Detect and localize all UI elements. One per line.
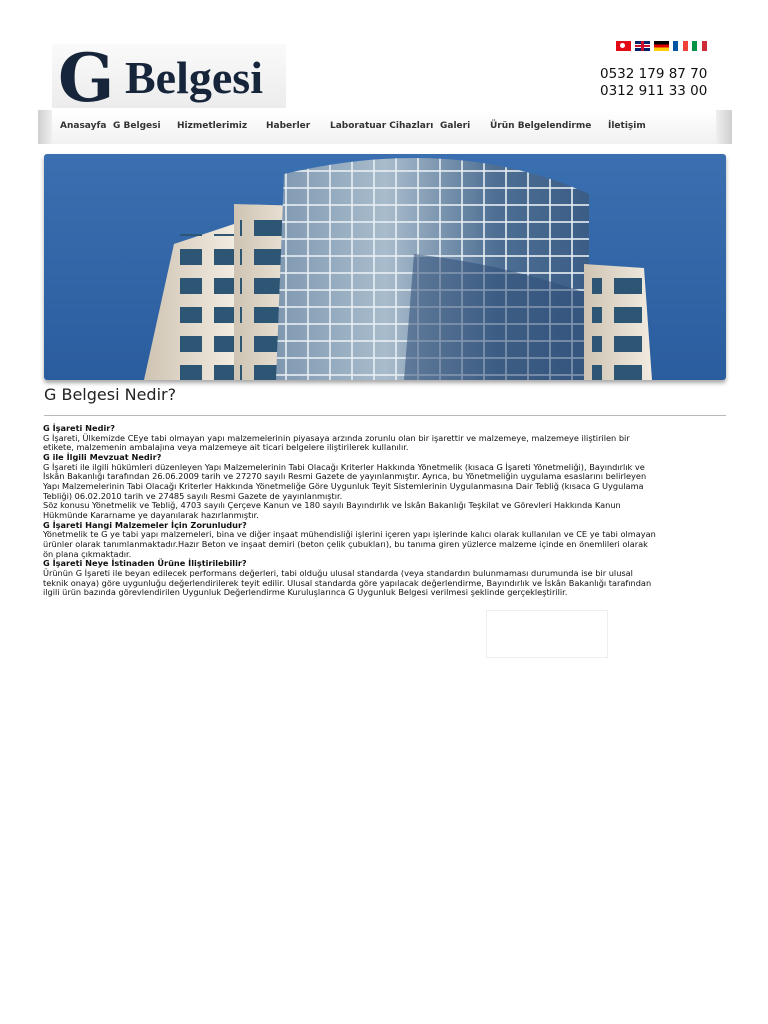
faq-answer-line: G İşareti, Ülkemizde CEye tabi olmayan yapı malzemelerinin piyasaya arzında zorunlu olan bir işarettir ve malzemeye, malzemeye iliştirilen bir bbox=[43, 432, 630, 443]
nav-item-laboratuar-cihazlari[interactable]: Laboratuar Cihazları bbox=[330, 121, 434, 131]
faq-answer-line: ürünler olarak tanımlanmaktadır.Hazır Beton ve inşaat demiri (beton çelik çubukları), bu tanıma giren yüzlerce malzeme içinde en önemlileri olarak bbox=[43, 538, 648, 549]
faq-question: G İşareti Nedir? bbox=[43, 423, 116, 433]
faq-question: G ile İlgili Mevzuat Nedir? bbox=[43, 451, 162, 462]
turkish-flag-icon[interactable] bbox=[616, 41, 631, 51]
phone-number-mobile: 0532 179 87 70 bbox=[600, 66, 708, 82]
faq-answer-line: Söz konusu Yönetmelik ve Tebliğ, 4703 sayılı Çerçeve Kanun ve 180 sayılı Bayındırlık ve İskân Bakanlığı Teşkilat ve Görevleri Hakkında Kanun bbox=[43, 500, 621, 511]
faq-question: G İşareti Neye İstinaden Ürüne İliştirilebilir? bbox=[43, 558, 247, 569]
contact-phones bbox=[600, 66, 707, 100]
nav-item-haberler[interactable]: Haberler bbox=[266, 121, 311, 131]
nav-item-iletisim[interactable]: İletişim bbox=[608, 121, 646, 131]
title-divider bbox=[44, 415, 726, 416]
faq-answer-line: Tebliği) 06.02.2010 tarih ve 27485 sayılı Resmi Gazete de yayınlanmıştır. bbox=[43, 490, 343, 501]
faq-answer-line: G İşareti ile ilgili hükümleri düzenleyen Yapı Malzemelerinin Tabi Olacağı Kriterler Hakkında Yönetmelik (kısaca G İşareti Yönetmeliği), Bayındırlık ve bbox=[43, 461, 645, 472]
english-flag-icon[interactable] bbox=[635, 41, 650, 51]
faq-answer-line: teknik onaya) göre uygunluğu değerlendirilerek teyit edilir. Ulusal standarda göre yapılacak değerlendirme, Bayındırlık ve İskân Bakanlığı tarafından bbox=[43, 577, 652, 588]
italian-flag-icon[interactable] bbox=[692, 41, 707, 51]
nav-item-anasayfa[interactable]: Anasayfa bbox=[60, 121, 107, 131]
language-selector bbox=[616, 41, 707, 52]
empty-placeholder-box bbox=[486, 610, 608, 658]
nav-item-g-belgesi[interactable]: G Belgesi bbox=[113, 121, 161, 131]
banner-image bbox=[44, 154, 726, 380]
nav-item-urun-belgelendirme[interactable]: Ürün Belgelendirme bbox=[490, 121, 592, 131]
nav-right-cap bbox=[716, 110, 732, 144]
french-flag-icon[interactable] bbox=[673, 41, 688, 51]
faq-question: G İşareti Hangi Malzemeler İçin Zorunludur? bbox=[43, 519, 247, 530]
site-logo[interactable] bbox=[52, 44, 286, 108]
article-content bbox=[43, 424, 727, 598]
faq-answer-line: ön plana çıkmaktadır. bbox=[43, 548, 132, 559]
phone-number-office: 0312 911 33 00 bbox=[600, 83, 708, 99]
building-illustration bbox=[44, 154, 726, 380]
faq-answer-line: İskân Bakanlığı tarafından 26.06.2009 tarih ve 27270 sayılı Resmi Gazete de yayınlanmıştır. Ayrıca, bu Yönetmeliğin uygulama esaslarını belirleyen bbox=[43, 471, 647, 482]
faq-answer-line: ilgili ürün bazında görevlendirilen Uygunluk Değerlendirme Kuruluşlarınca G Uygunluk Belgesi verilmesi şeklinde gerçekleştirilir. bbox=[43, 587, 568, 598]
faq-answer-line: Hükmünde Kararname ye dayanılarak hazırlanmıştır. bbox=[43, 509, 259, 520]
faq-answer-line: Yönetmelik te G ye tabi yapı malzemeleri, bina ve diğer inşaat mühendisliği işlerini içeren yapı işlerinde kalıcı olarak kullanılan ve CE ye tabi olmayan bbox=[43, 529, 656, 540]
page-title: G Belgesi Nedir? bbox=[44, 385, 177, 404]
faq-answer-line: Yapı Malzemelerinin Tabi Olacağı Kriterler Hakkında Yönetmeliğe Göre Uygunluk Teyit Sistemlerinin Uygulanmasına Dair Tebliğ (kısaca G Uygulama bbox=[43, 480, 644, 491]
logo-letter: G bbox=[58, 44, 115, 108]
nav-item-galeri[interactable]: Galeri bbox=[440, 121, 471, 131]
logo-word: Belgesi bbox=[125, 52, 263, 103]
nav-item-hizmetlerimiz[interactable]: Hizmetlerimiz bbox=[177, 121, 248, 131]
main-navigation bbox=[38, 110, 732, 144]
nav-left-cap bbox=[38, 110, 52, 144]
german-flag-icon[interactable] bbox=[654, 41, 669, 51]
faq-answer-line: etikete, malzemenin ambalajına veya malzemeye ait ticari belgelere iliştirilerek kullanılır. bbox=[43, 442, 409, 453]
faq-answer-line: Ürünün G İşareti ile beyan edilecek performans değerleri, tabi olduğu ulusal standarda (veya standardın bulunmaması durumunda ise bir ulusal bbox=[43, 567, 633, 578]
